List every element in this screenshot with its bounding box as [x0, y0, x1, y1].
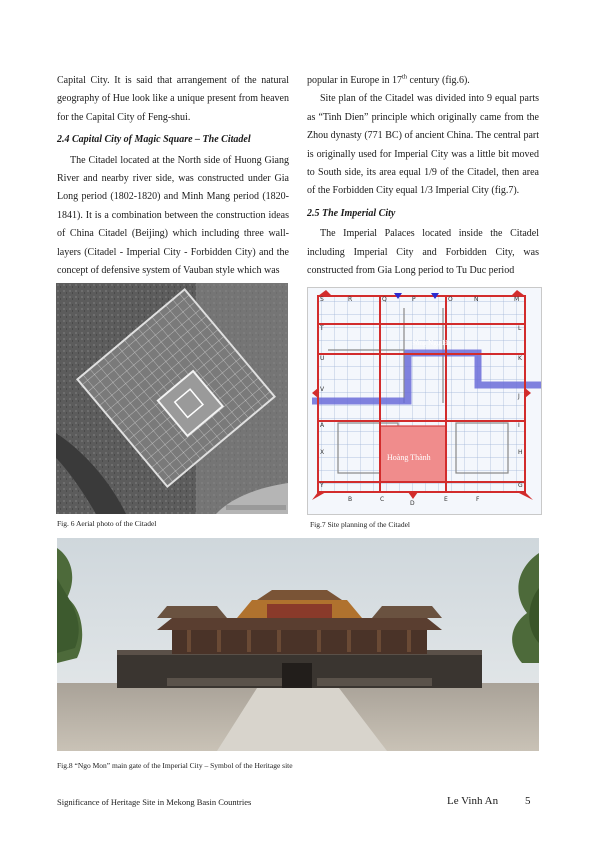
figure-caption: Fig. 6 Aerial photo of the Citadel: [57, 519, 157, 528]
grid-letter-top: O: [448, 296, 453, 303]
grid-letter-top: Q: [382, 296, 387, 303]
grid-letter-left: T: [320, 325, 324, 332]
grid-letter-left: V: [320, 386, 325, 393]
grid-letter-bottom: E: [444, 496, 448, 503]
grid-letter-top: S: [320, 296, 324, 303]
footer-title: Significance of Heritage Site in Mekong Basin Countries: [57, 797, 252, 807]
grid-letter-bottom: D: [410, 500, 415, 507]
paragraph: The Imperial Palaces located inside the Citadel including Imperial City and Forbidden City, was constructed from Gia Long period to Tu Duc period: [307, 228, 539, 277]
grid-letter-right: L: [518, 325, 522, 332]
center-label: Hoàng Thành: [387, 453, 431, 462]
text-run: popular in Europe in 17: [307, 75, 402, 86]
section-heading: 2.5 The Imperial City: [307, 207, 396, 219]
ngo-mon-gate-photo: [57, 538, 539, 751]
ngo-mon-photo-figure: [57, 538, 539, 751]
grid-letter-bottom: F: [476, 496, 480, 503]
section-heading: 2.4 Capital City of Magic Square – The Citadel: [57, 134, 251, 146]
grid-letter-top: P: [412, 296, 416, 303]
grid-letter-left: A: [320, 422, 325, 429]
grid-letter-top: M: [514, 296, 520, 303]
grid-letter-left: X: [320, 449, 325, 456]
aerial-photo-figure: [56, 283, 288, 514]
figure-caption: Fig.7 Site planning of the Citadel: [310, 520, 410, 529]
text-run: century (fig.6).: [407, 75, 470, 86]
page-number: 5: [525, 795, 531, 807]
grid-letter-right: J: [518, 393, 520, 400]
right-column: [307, 72, 539, 280]
paragraph: [307, 72, 539, 90]
grid-letter-bottom: C: [380, 496, 385, 503]
superscript: th: [401, 73, 408, 81]
river-label: Sông Ngự Hà: [412, 339, 451, 347]
paragraph: Capital City. It is said that arrangement of the natural geography of Hue look like a unique present from heaven for the Capital City of Feng-shui.: [57, 75, 289, 123]
grid-letter-top: N: [474, 296, 479, 303]
site-plan-diagram: [308, 288, 542, 515]
left-column: [57, 72, 289, 280]
paragraph: The Citadel located at the North side of Huong Giang River and nearby river side, was constructed under Gia Long period (1802-1820) and Minh Mang period (1820-1841). It is a combination between the construction ideas of China Citadel (Beijing) which including three wall-layers (Citadel - Imperial City - Forbidden City) and the concept of defensive system of Vauban style which was: [57, 154, 289, 277]
grid-letter-right: I: [518, 422, 520, 429]
grid-letter-right: H: [518, 449, 523, 456]
grid-letter-top: R: [348, 296, 353, 303]
paragraph: Site plan of the Citadel was divided into 9 equal parts as “Tinh Dien” principle which originally came from the Zhou dynasty (771 BC) of ancient China. The central part is originally used for Imperial City was a little bit moved to South side, its area equal 1/9 of the Citadel, then area of the Forbidden City equal 1/3 Imperial City (fig.7).: [307, 93, 539, 197]
grid-letter-right: G: [518, 482, 523, 489]
site-plan-figure: [307, 287, 542, 515]
aerial-photo: [56, 283, 288, 514]
figure-caption: Fig.8 “Ngo Mon” main gate of the Imperial City – Symbol of the Heritage site: [57, 761, 293, 770]
grid-letter-left: U: [320, 355, 325, 362]
grid-letter-right: K: [518, 355, 522, 362]
grid-letter-bottom: B: [348, 496, 353, 503]
grid-letter-left: Y: [320, 482, 324, 489]
footer-author: Le Vinh An: [447, 795, 499, 807]
